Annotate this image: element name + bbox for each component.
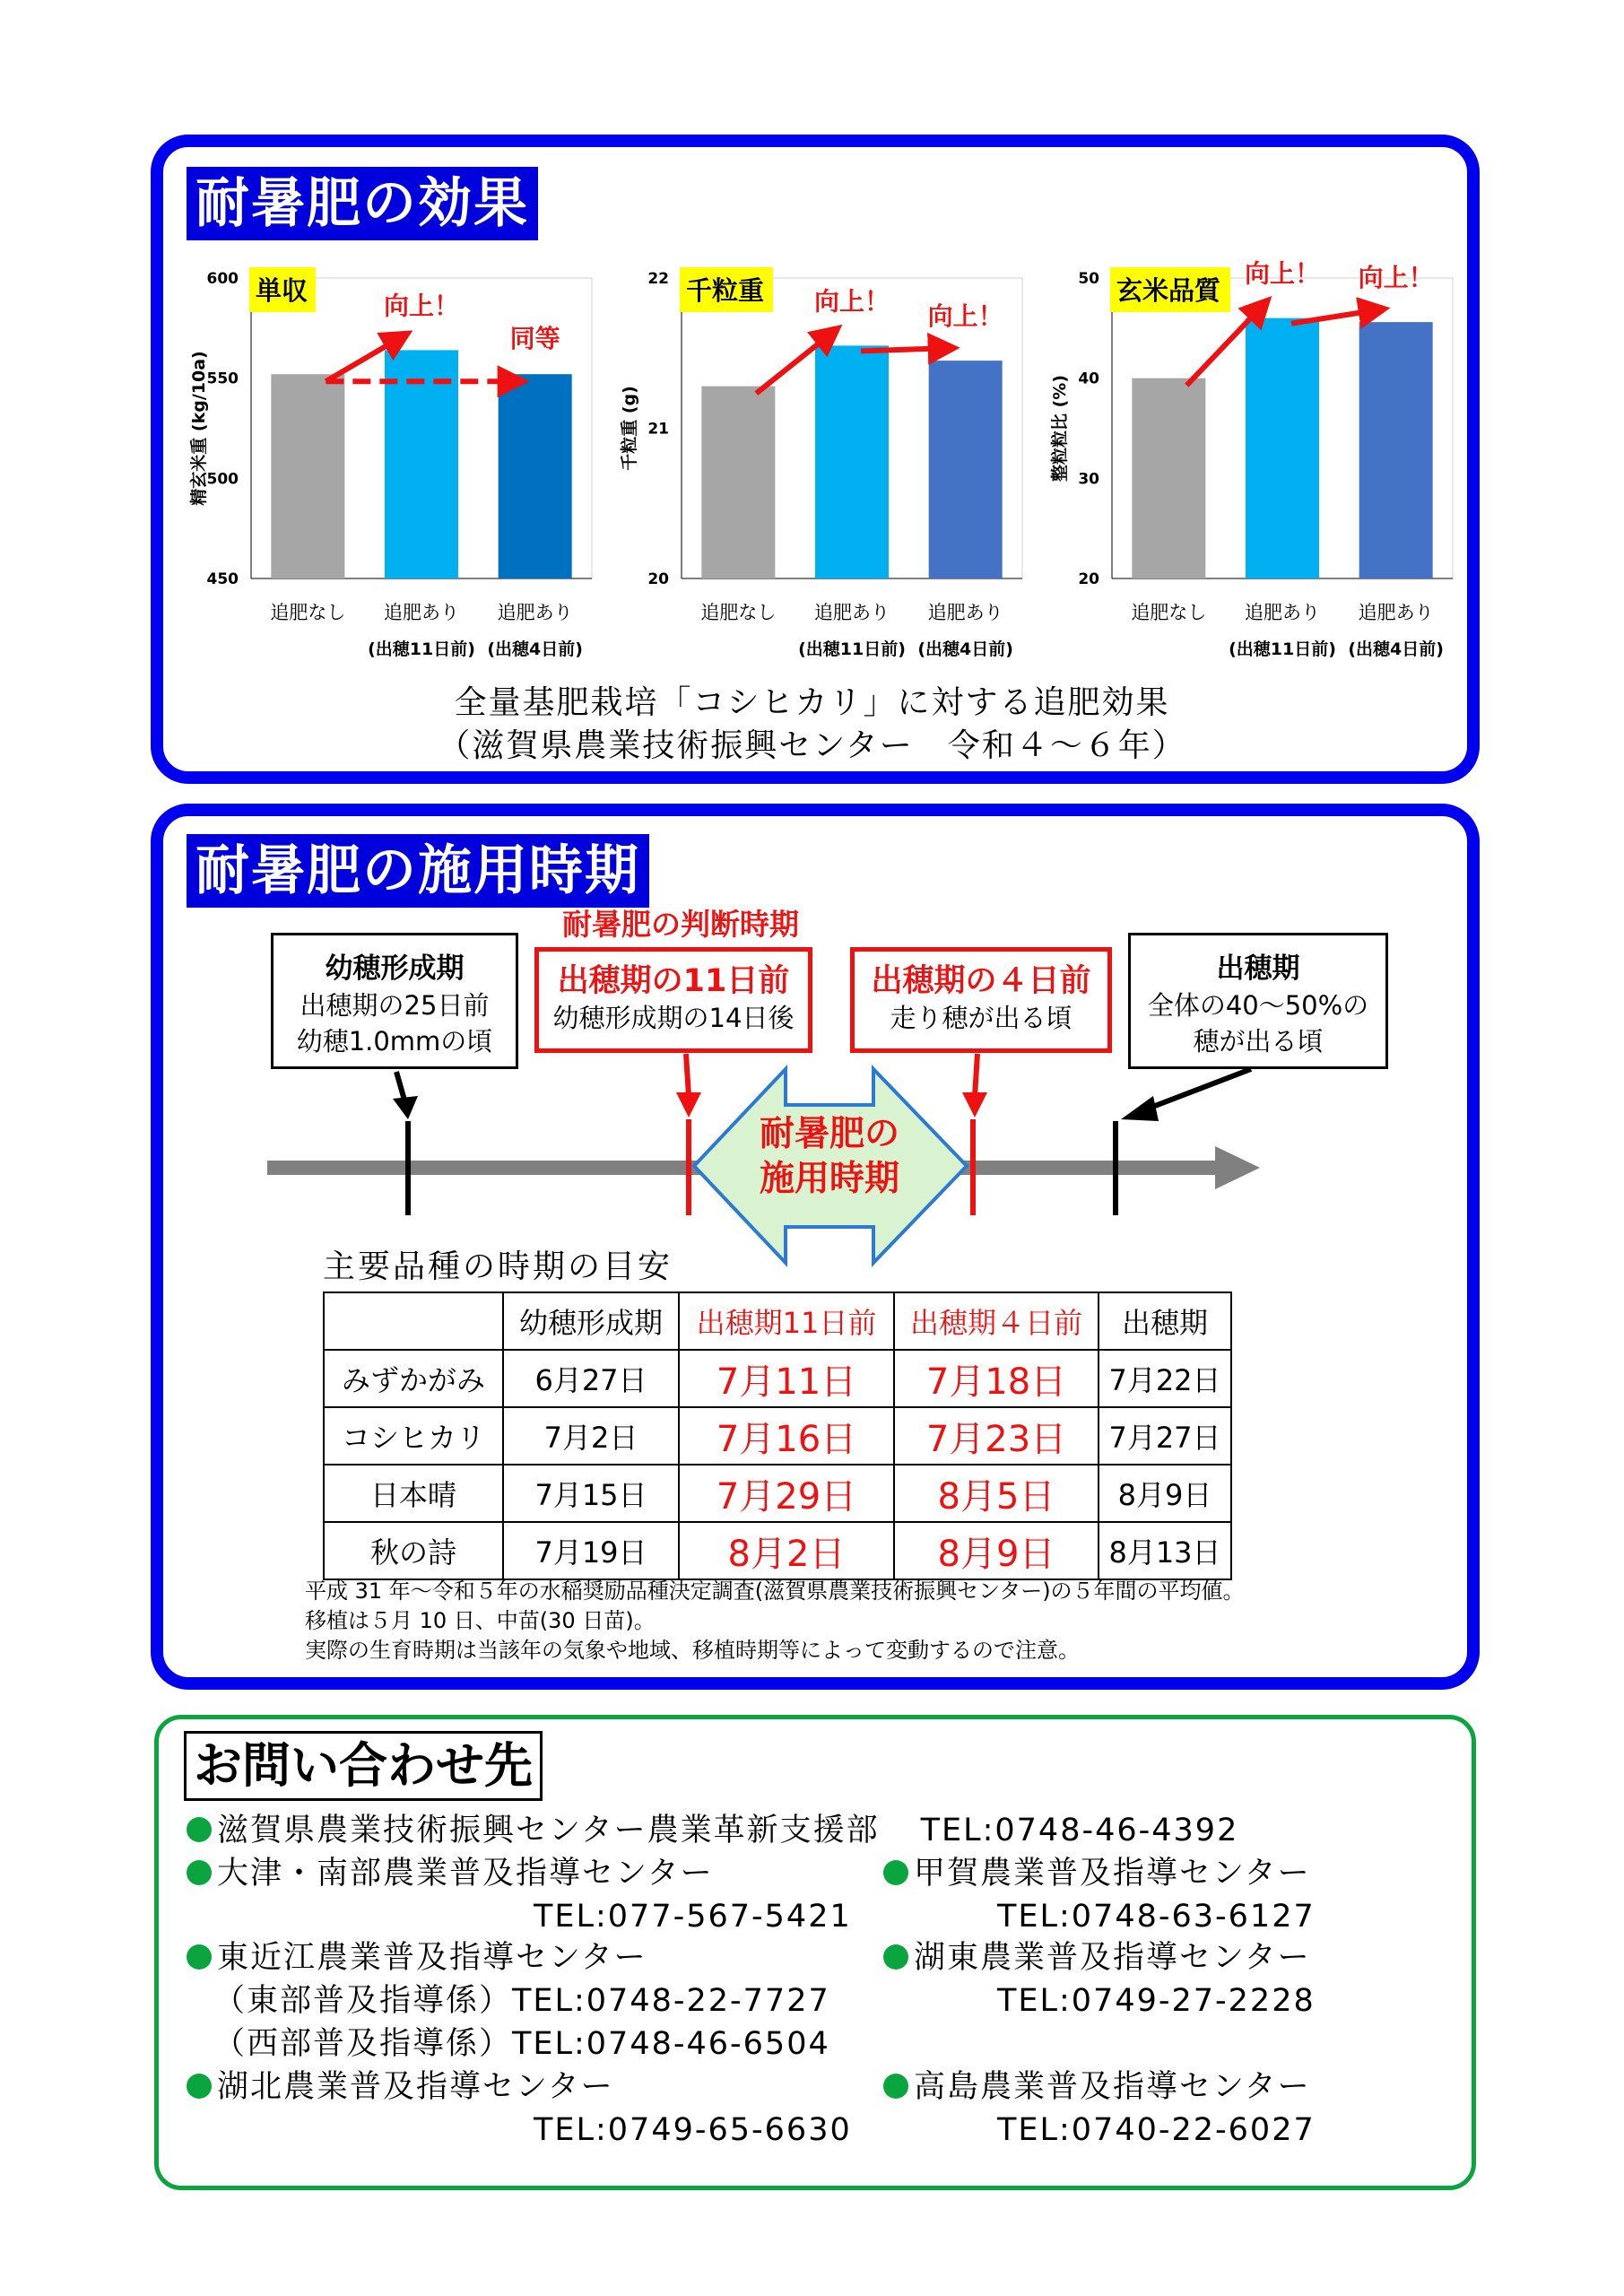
11days-title: 出穂期の11日前 (557, 963, 790, 999)
y-axis-label: 精玄米重 (kg/10a) (189, 351, 209, 506)
11days-line1: 幼穂形成期の14日後 (552, 1003, 795, 1033)
date-cell: 7月15日 (503, 1465, 679, 1522)
koto-tel: TEL:0749-27-2228 (997, 1983, 1316, 2019)
4days-title: 出穂期の４日前 (871, 963, 1091, 999)
bullet-icon (883, 2074, 908, 2099)
variety-cell: 日本晴 (324, 1465, 503, 1522)
contact-hq (187, 1810, 1238, 1851)
header-cell: 出穂期11日前 (679, 1292, 894, 1350)
panicle-title: 幼穂形成期 (325, 952, 465, 985)
table-row (324, 1465, 1231, 1522)
application-period-label-1: 耐暑肥の (759, 1114, 899, 1154)
koto-name: 湖東農業普及指導センター (914, 1940, 1311, 1976)
y-axis-label: 整粒粒比 (%) (1050, 374, 1070, 483)
y-axis-label: 千粒重 (g) (620, 386, 639, 471)
y-tick-label: 500 (206, 470, 239, 489)
x-tick-label: 追肥なし (270, 602, 346, 623)
panicle-line1: 出穂期の25日前 (300, 990, 490, 1021)
date-cell: 7月23日 (894, 1407, 1099, 1465)
contact-koto (883, 1937, 1311, 1979)
x-tick-label: 追肥あり (1245, 602, 1320, 623)
bullet-icon (187, 2074, 212, 2099)
y-tick-label: 21 (647, 420, 669, 439)
x-tick-label: (出穂4日前) (487, 639, 583, 659)
koka-name: 甲賀農業普及指導センター (914, 1856, 1311, 1892)
date-cell: 8月5日 (894, 1465, 1099, 1522)
contact-takashima (883, 2066, 1311, 2108)
y-tick-label: 450 (206, 570, 239, 588)
application-period-label-2: 施用時期 (759, 1159, 899, 1199)
y-tick-label: 20 (647, 570, 669, 588)
date-cell: 7月2日 (503, 1407, 679, 1465)
panicle-line2: 幼穂1.0mmの頃 (296, 1026, 493, 1057)
annotation-label: 向上！ (1358, 263, 1434, 293)
header-cell: 出穂期 (1099, 1292, 1231, 1350)
annotation-label: 向上！ (927, 301, 1003, 332)
koka-tel: TEL:0748-63-6127 (997, 1899, 1316, 1935)
effects-caption-1: 全量基肥栽培「コシヒカリ」に対する追肥効果 (454, 684, 1170, 721)
y-tick-label: 30 (1078, 470, 1099, 489)
date-cell: 8月9日 (1099, 1465, 1231, 1522)
contact-koka (883, 1853, 1311, 1894)
date-cell: 7月29日 (679, 1465, 894, 1522)
table-row (324, 1522, 1231, 1579)
schedule-table-title: 主要品種の時期の目安 (323, 1248, 673, 1285)
schedule-table (323, 1292, 1232, 1580)
application-period-label (735, 1112, 924, 1202)
judgement-label: 耐暑肥の判断時期 (562, 907, 799, 942)
higashiomi-name: 東近江農業普及指導センター (217, 1940, 647, 1976)
y-tick-label: 40 (1078, 370, 1099, 388)
note-line: 移植は５月 10 日、中苗(30 日苗)。 (305, 1608, 656, 1633)
contact-kohoku (187, 2066, 614, 2108)
x-tick-label: (出穂4日前) (917, 639, 1013, 659)
takashima-name: 高島農業普及指導センター (914, 2069, 1311, 2105)
timing-heading: 耐暑肥の施用時期 (187, 834, 649, 908)
chart-title: 千粒重 (686, 275, 765, 306)
annotation-label: 同等 (509, 324, 560, 354)
x-tick-label: (出穂11日前) (368, 639, 475, 659)
annotation-label: 向上！ (1244, 258, 1321, 289)
y-tick-label: 20 (1078, 570, 1099, 588)
contact-higashiomi (187, 1937, 647, 1979)
pointer-11days (686, 1054, 689, 1096)
pointer-4days (975, 1054, 977, 1096)
higashiomi-east: （東部普及指導係）TEL:0748-22-7727 (213, 1983, 830, 2019)
effects-caption-2: （滋賀県農業技術振興センター 令和４～６年） (438, 727, 1186, 764)
hq-name: 滋賀県農業技術振興センター農業革新支援部 (217, 1813, 880, 1848)
bullet-icon (187, 1860, 212, 1885)
4days-line1: 走り穂が出る頃 (890, 1003, 1073, 1033)
x-tick-label: 追肥あり (1358, 602, 1434, 623)
schedule-header-row (324, 1292, 1231, 1350)
takashima-tel: TEL:0740-22-6027 (997, 2112, 1316, 2148)
y-tick-label: 550 (206, 370, 239, 388)
bullet-icon (883, 1944, 908, 1970)
date-cell: 8月13日 (1099, 1522, 1231, 1579)
date-cell: 6月27日 (503, 1350, 679, 1407)
bullet-icon (187, 1944, 212, 1970)
timeline-axis-arrowhead (1215, 1146, 1260, 1189)
kohoku-tel: TEL:0749-65-6630 (534, 2112, 852, 2148)
annotation-label: 向上！ (383, 291, 460, 321)
x-tick-label: 追肥なし (1131, 602, 1207, 623)
x-tick-label: (出穂11日前) (1229, 639, 1336, 659)
table-row (324, 1350, 1231, 1407)
contact-otsu (187, 1853, 714, 1894)
heading-title: 出穂期 (1216, 952, 1300, 985)
heading-line1: 全体の40～50%の (1147, 990, 1369, 1021)
x-tick-label: 追肥あり (384, 602, 459, 623)
note-line: 実際の生育時期は当該年の気象や地域、移植時期等によって変動するので注意。 (305, 1638, 1080, 1663)
note-line: 平成 31 年～令和５年の水稲奨励品種決定調査(滋賀県農業技術振興センター)の５年間の平均値。 (305, 1578, 1245, 1604)
header-cell (324, 1292, 503, 1350)
header-cell: 出穂期４日前 (894, 1292, 1099, 1350)
date-cell: 7月22日 (1099, 1350, 1231, 1407)
header-cell: 幼穂形成期 (503, 1292, 679, 1350)
kohoku-name: 湖北農業普及指導センター (217, 2069, 614, 2105)
x-tick-label: 追肥あり (927, 602, 1003, 623)
bullet-icon (187, 1817, 212, 1842)
date-cell: 8月9日 (894, 1522, 1099, 1579)
date-cell: 8月2日 (679, 1522, 894, 1579)
date-cell: 7月16日 (679, 1407, 894, 1465)
x-tick-label: 追肥あり (497, 602, 573, 623)
variety-cell: みずかがみ (324, 1350, 503, 1407)
date-cell: 7月19日 (503, 1522, 679, 1579)
y-tick-label: 50 (1078, 270, 1099, 288)
pointer-heading (1143, 1069, 1251, 1110)
chart-title: 単収 (256, 275, 308, 306)
effects-heading: 耐暑肥の効果 (187, 167, 538, 240)
otsu-tel: TEL:077-567-5421 (534, 1899, 852, 1935)
table-row (324, 1407, 1231, 1465)
otsu-name: 大津・南部農業普及指導センター (217, 1856, 714, 1892)
x-tick-label: 追肥なし (700, 602, 777, 623)
x-tick-label: (出穂11日前) (798, 639, 906, 659)
date-cell: 7月18日 (894, 1350, 1099, 1407)
heading-line2: 穂が出る頃 (1193, 1026, 1324, 1057)
bullet-icon (883, 1860, 908, 1885)
variety-cell: 秋の詩 (324, 1522, 503, 1579)
higashiomi-west: （西部普及指導係）TEL:0748-46-6504 (213, 2026, 830, 2062)
variety-cell: コシヒカリ (324, 1407, 503, 1465)
date-cell: 7月11日 (679, 1350, 894, 1407)
y-tick-label: 22 (647, 270, 669, 288)
chart-title: 玄米品質 (1116, 275, 1221, 306)
x-tick-label: (出穂4日前) (1348, 639, 1444, 659)
contact-heading: お問い合わせ先 (184, 1731, 543, 1801)
annotation-label: 向上！ (813, 286, 890, 317)
hq-tel: TEL:0748-46-4392 (920, 1813, 1239, 1848)
date-cell: 7月27日 (1099, 1407, 1231, 1465)
x-tick-label: 追肥あり (814, 602, 890, 623)
y-tick-label: 600 (206, 270, 239, 288)
schedule-notes (305, 1577, 1245, 1665)
